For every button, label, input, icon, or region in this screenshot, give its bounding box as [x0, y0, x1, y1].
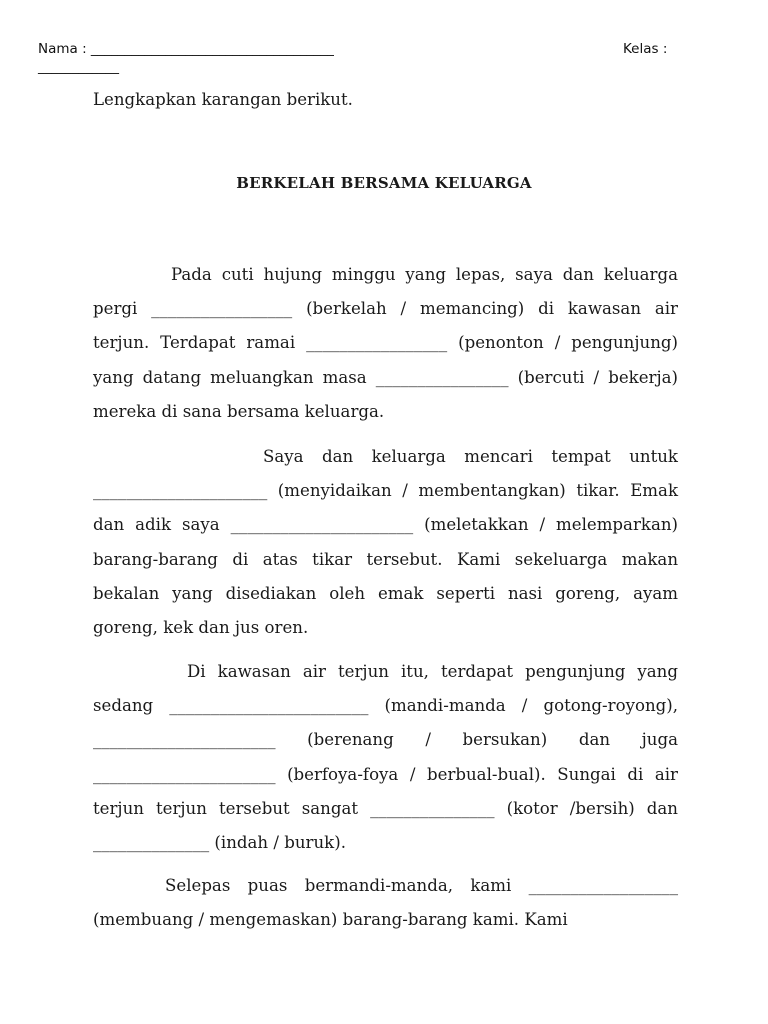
kelas-field-label[interactable]: Kelas :	[623, 41, 668, 57]
paragraph-3-text-2: (mandi-manda / gotong-royong),	[368, 696, 679, 716]
paragraph-3-text-3: (berenang / bersukan) dan juga	[275, 730, 678, 750]
paragraph-4	[93, 869, 678, 937]
paragraph-1-text-4: (bercuti / bekerja) mereka di sana bersama keluarga.	[93, 367, 678, 421]
paragraph-2-text-3: (meletakkan / melemparkan) barang-barang di atas tikar tersebut. Kami sekeluarga makan bekalan yang disediakan oleh emak seperti nasi goreng, ayam goreng, kek dan jus oren.	[93, 515, 678, 638]
nama-field-label[interactable]: Nama : ____________________________________	[38, 41, 334, 57]
paragraph-1	[93, 258, 678, 429]
answer-blank[interactable]: ________________________	[169, 696, 369, 716]
paragraph-1-text-2: (berkelah / memancing) di kawasan air terjun. Terdapat ramai	[93, 299, 678, 353]
answer-blank[interactable]: ______________	[93, 833, 210, 853]
paragraph-1-text-1: Pada cuti hujung minggu yang lepas, saya dan keluarga pergi	[93, 265, 678, 319]
kelas-field-line[interactable]: ____________	[38, 59, 119, 75]
paragraph-3-text-5: (kotor /bersih) dan	[494, 798, 678, 818]
answer-blank[interactable]: __________________	[528, 876, 678, 895]
answer-blank[interactable]: ______________________	[230, 515, 414, 535]
paragraph-3	[93, 655, 678, 860]
paragraph-2-text-1: Saya dan keluarga mencari tempat untuk	[263, 447, 678, 466]
answer-blank[interactable]: ______________________	[93, 764, 276, 784]
student-info-header	[38, 41, 738, 77]
paragraph-3-text-4: (berfoya-foya / berbual-bual). Sungai di air terjun terjun tersebut sangat	[93, 764, 678, 818]
essay-title: BERKELAH BERSAMA KELUARGA	[236, 174, 532, 192]
answer-blank[interactable]: _____________________	[93, 481, 268, 501]
answer-blank[interactable]: ______________________	[93, 730, 276, 750]
answer-blank[interactable]: _________________	[151, 299, 293, 319]
paragraph-3-text-6: (indah / buruk).	[209, 833, 346, 853]
paragraph-4-text-1: Selepas puas bermandi-manda, kami	[165, 876, 529, 895]
paragraph-2	[93, 440, 678, 645]
paragraph-1-text-3: (penonton / pengunjung) yang datang meluangkan masa	[93, 333, 678, 387]
answer-blank[interactable]: ________________	[375, 367, 509, 387]
answer-blank[interactable]: _________________	[306, 333, 448, 353]
paragraph-2-text-2: (menyidaikan / membentangkan) tikar. Emak dan adik saya	[93, 481, 678, 535]
instruction-text: Lengkapkan karangan berikut.	[93, 90, 353, 109]
paragraph-3-text-1: Di kawasan air terjun itu, terdapat pengunjung yang sedang	[93, 662, 678, 716]
answer-blank[interactable]: _______________	[370, 798, 495, 818]
paragraph-4-text-2: (membuang / mengemaskan) barang-barang kami. Kami	[93, 910, 568, 930]
